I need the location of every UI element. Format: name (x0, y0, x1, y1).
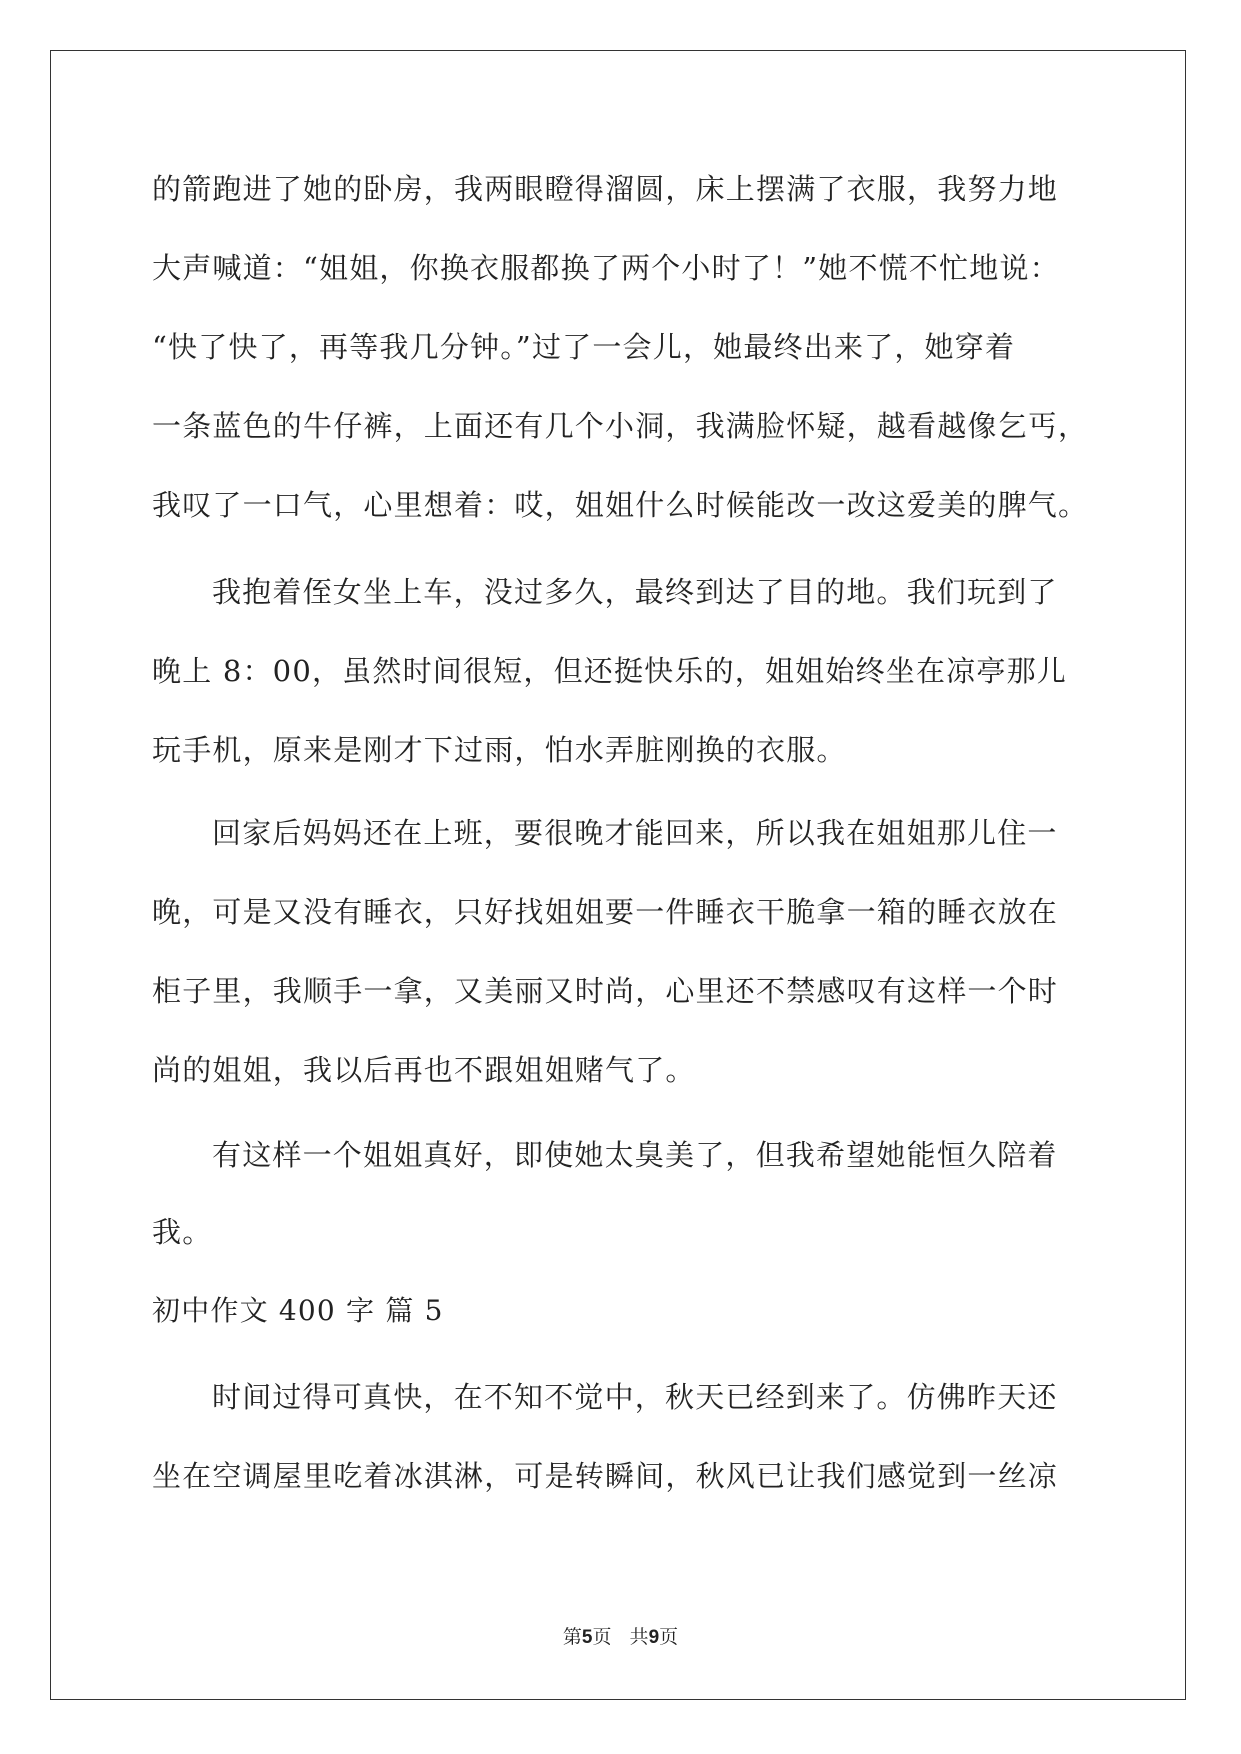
footer-prefix: 第 (562, 1626, 582, 1648)
body-line: 坐在空调屋里吃着冰淇淋，可是转瞬间，秋风已让我们感觉到一丝凉 (152, 1459, 1059, 1493)
body-line: 晚上 8：00，虽然时间很短，但还挺快乐的，姐姐始终坐在凉亭那儿 (152, 654, 1067, 688)
paragraph-first-line: 有这样一个姐姐真好，即使她太臭美了，但我希望她能恒久陪着 (212, 1138, 1058, 1172)
footer-total-suffix: 页 (659, 1626, 679, 1648)
paragraph-first-line: 回家后妈妈还在上班，要很晚才能回来，所以我在姐姐那儿住一 (212, 816, 1058, 850)
section-heading: 初中作文 400 字 篇 5 (152, 1294, 444, 1327)
body-line: 我叹了一口气，心里想着：哎，姐姐什么时候能改一改这爱美的脾气。 (152, 488, 1089, 522)
body-line: 玩手机，原来是刚才下过雨，怕水弄脏刚换的衣服。 (152, 733, 847, 767)
body-line: 的箭跑进了她的卧房，我两眼瞪得溜圆，床上摆满了衣服，我努力地 (152, 172, 1059, 206)
total-page-number: 9 (648, 1627, 660, 1648)
current-page-number: 5 (581, 1627, 593, 1648)
body-line: 尚的姐姐，我以后再也不跟姐姐赌气了。 (152, 1053, 696, 1087)
footer-page-suffix: 页 共 (592, 1626, 649, 1648)
paragraph-first-line: 我抱着侄女坐上车，没过多久，最终到达了目的地。我们玩到了 (212, 575, 1058, 609)
paragraph-first-line: 时间过得可真快，在不知不觉中，秋天已经到来了。仿佛昨天还 (212, 1380, 1058, 1414)
page-border (50, 50, 1186, 1700)
body-line: 一条蓝色的牛仔裤，上面还有几个小洞，我满脸怀疑，越看越像乞丐， (152, 409, 1089, 443)
body-line: “快了快了，再等我几分钟。”过了一会儿，她最终出来了，她穿着 (152, 330, 1016, 364)
body-line: 我。 (152, 1215, 213, 1249)
body-line: 晚，可是又没有睡衣，只好找姐姐要一件睡衣干脆拿一箱的睡衣放在 (152, 895, 1059, 929)
page-footer (0, 1622, 1241, 1649)
body-line: 柜子里，我顺手一拿，又美丽又时尚，心里还不禁感叹有这样一个时 (152, 974, 1059, 1008)
body-line: 大声喊道：“姐姐，你换衣服都换了两个小时了！”她不慌不忙地说： (152, 251, 1060, 285)
